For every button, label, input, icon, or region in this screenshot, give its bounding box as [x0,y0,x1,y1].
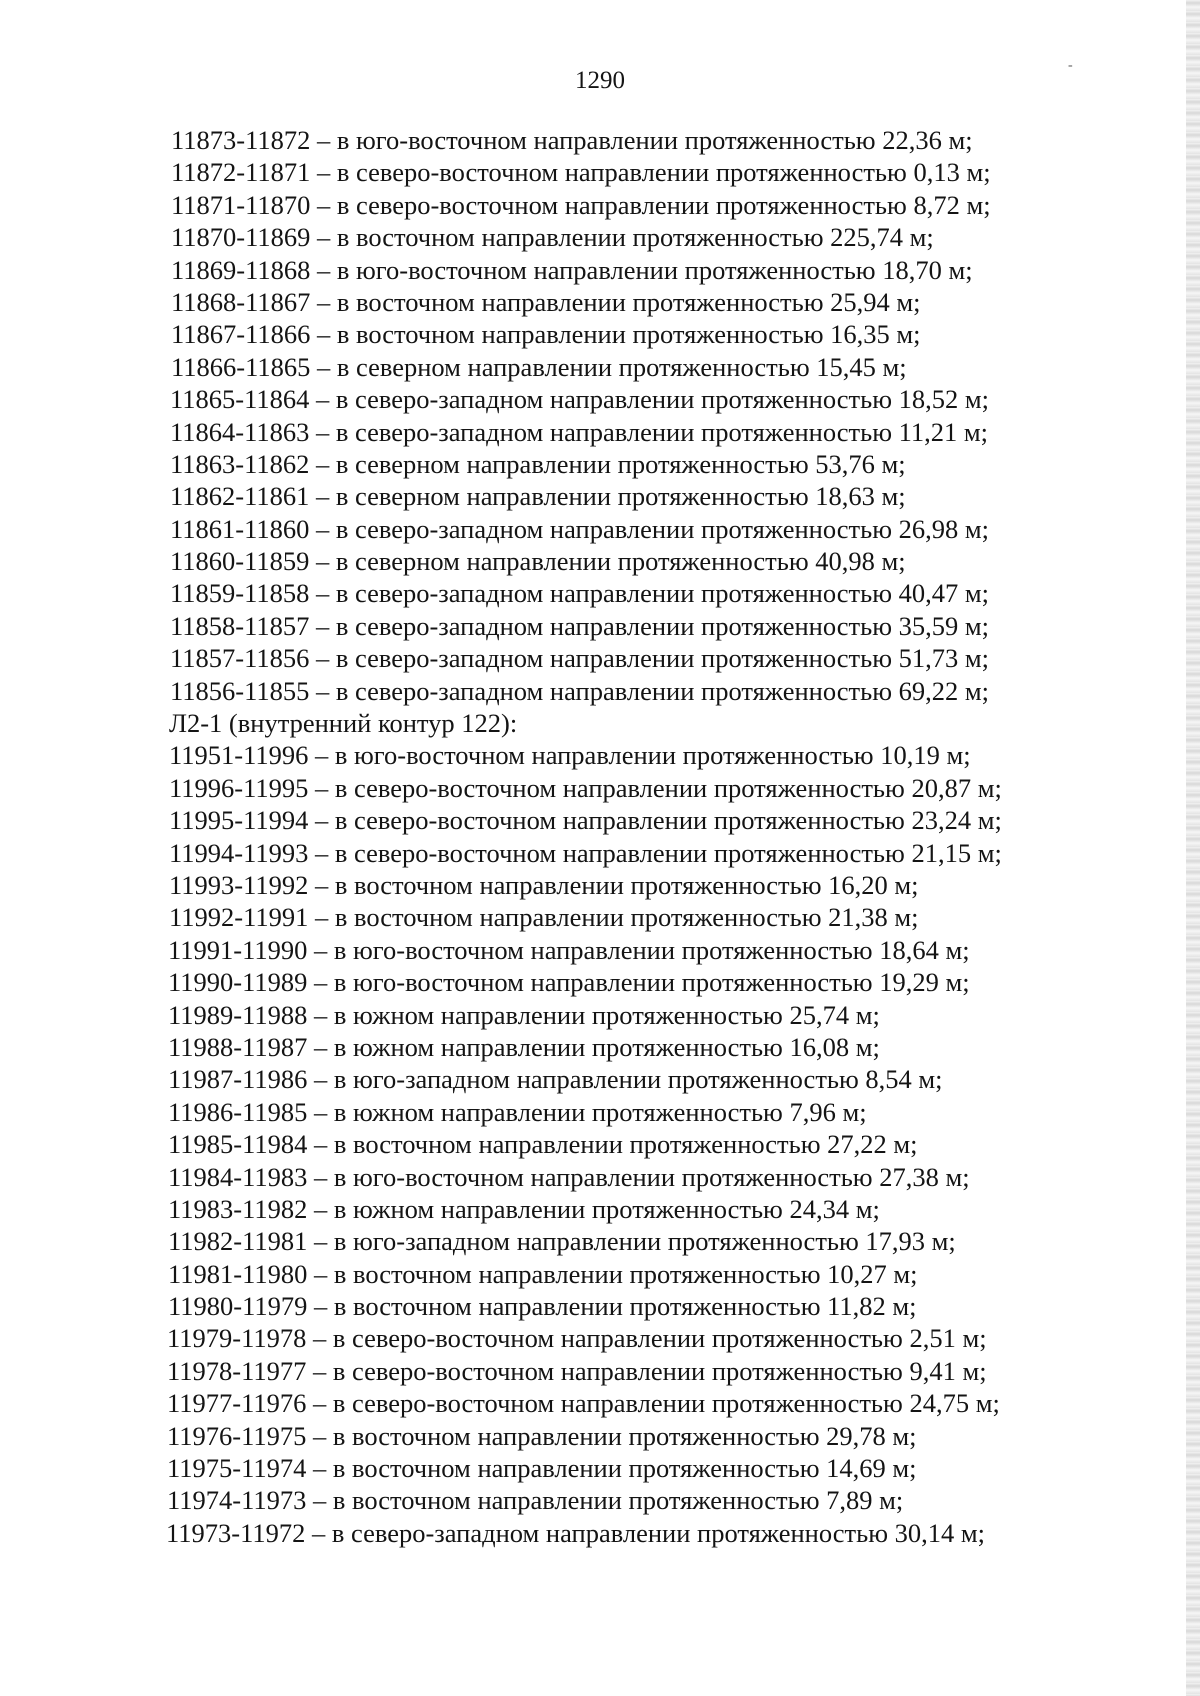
line-35: 11982-11981 – в юго-западном направлении протяженностью 17,93 м; [168,1226,956,1257]
scan-edge [1186,0,1200,1696]
line-3: 11871-11870 – в северо-восточном направлении протяженностью 8,72 м; [171,189,991,220]
line-26: 11991-11990 – в юго-восточном направлении протяженностью 18,64 м; [168,934,970,965]
scan-mark: - [1068,58,1073,73]
line-20: 11951-11996 – в юго-восточном направлении протяженностью 10,19 м; [169,740,971,771]
line-23: 11994-11993 – в северо-восточном направлении протяженностью 21,15 м; [169,837,1002,868]
page-number: 1290 [575,67,625,94]
line-13: 11861-11860 – в северо-западном направлении протяженностью 26,98 м; [170,513,990,544]
line-1: 11873-11872 – в юго-восточном направлении протяженностью 22,36 м; [171,125,973,155]
line-22: 11995-11994 – в северо-восточном направлении протяженностью 23,24 м; [169,805,1002,836]
line-40: 11977-11976 – в северо-восточном направлении протяженностью 24,75 м; [167,1388,1000,1419]
line-11: 11863-11862 – в северном направлении протяженностью 53,76 м; [170,448,906,479]
line-43: 11974-11973 – в восточном направлении протяженностью 7,89 м; [167,1485,904,1516]
line-24: 11993-11992 – в восточном направлении протяженностью 16,20 м; [169,869,919,900]
line-4: 11870-11869 – в восточном направлении протяженностью 225,74 м; [171,222,934,253]
line-8: 11866-11865 – в северном направлении протяженностью 15,45 м; [171,351,907,382]
line-2: 11872-11871 – в северо-восточном направлении протяженностью 0,13 м; [171,157,991,188]
line-29: 11988-11987 – в южном направлении протяженностью 16,08 м; [168,1031,880,1062]
line-5: 11869-11868 – в юго-восточном направлении протяженностью 18,70 м; [171,254,973,285]
line-18: 11856-11855 – в северо-западном направлении протяженностью 69,22 м; [170,675,990,706]
line-7: 11867-11866 – в восточном направлении протяженностью 16,35 м; [171,319,921,350]
line-33: 11984-11983 – в юго-восточном направлении протяженностью 27,38 м; [168,1161,970,1192]
line-9: 11865-11864 – в северо-западном направлении протяженностью 18,52 м; [170,384,990,415]
line-15: 11859-11858 – в северо-западном направлении протяженностью 40,47 м; [170,578,990,609]
line-17: 11857-11856 – в северо-западном направлении протяженностью 51,73 м; [170,643,990,674]
line-36: 11981-11980 – в восточном направлении протяженностью 10,27 м; [168,1258,918,1289]
line-10: 11864-11863 – в северо-западном направлении протяженностью 11,21 м; [170,416,989,447]
line-30: 11987-11986 – в юго-западном направлении протяженностью 8,54 м; [168,1064,943,1095]
line-44: 11973-11972 – в северо-западном направлении протяженностью 30,14 м; [166,1517,986,1548]
line-38: 11979-11978 – в северо-восточном направлении протяженностью 2,51 м; [167,1323,987,1354]
line-12: 11862-11861 – в северном направлении протяженностью 18,63 м; [170,481,906,512]
boundary-description [166,124,1093,1549]
line-41: 11976-11975 – в восточном направлении протяженностью 29,78 м; [167,1420,917,1451]
line-37: 11980-11979 – в восточном направлении протяженностью 11,82 м; [168,1291,917,1322]
line-25: 11992-11991 – в восточном направлении протяженностью 21,38 м; [169,902,919,933]
line-27: 11990-11989 – в юго-восточном направлении протяженностью 19,29 м; [168,967,970,998]
line-21: 11996-11995 – в северо-восточном направлении протяженностью 20,87 м; [169,772,1002,803]
line-14: 11860-11859 – в северном направлении протяженностью 40,98 м; [170,546,906,577]
line-31: 11986-11985 – в южном направлении протяженностью 7,96 м; [168,1096,867,1127]
contour-heading: Л2-1 (внутренний контур 122): [169,708,518,739]
line-28: 11989-11988 – в южном направлении протяженностью 25,74 м; [168,999,880,1030]
line-32: 11985-11984 – в восточном направлении протяженностью 27,22 м; [168,1129,918,1160]
line-42: 11975-11974 – в восточном направлении протяженностью 14,69 м; [167,1453,917,1484]
line-34: 11983-11982 – в южном направлении протяженностью 24,34 м; [168,1193,880,1224]
line-16: 11858-11857 – в северо-западном направлении протяженностью 35,59 м; [170,610,990,641]
line-6: 11868-11867 – в восточном направлении протяженностью 25,94 м; [171,286,921,317]
line-39: 11978-11977 – в северо-восточном направлении протяженностью 9,41 м; [167,1355,987,1386]
